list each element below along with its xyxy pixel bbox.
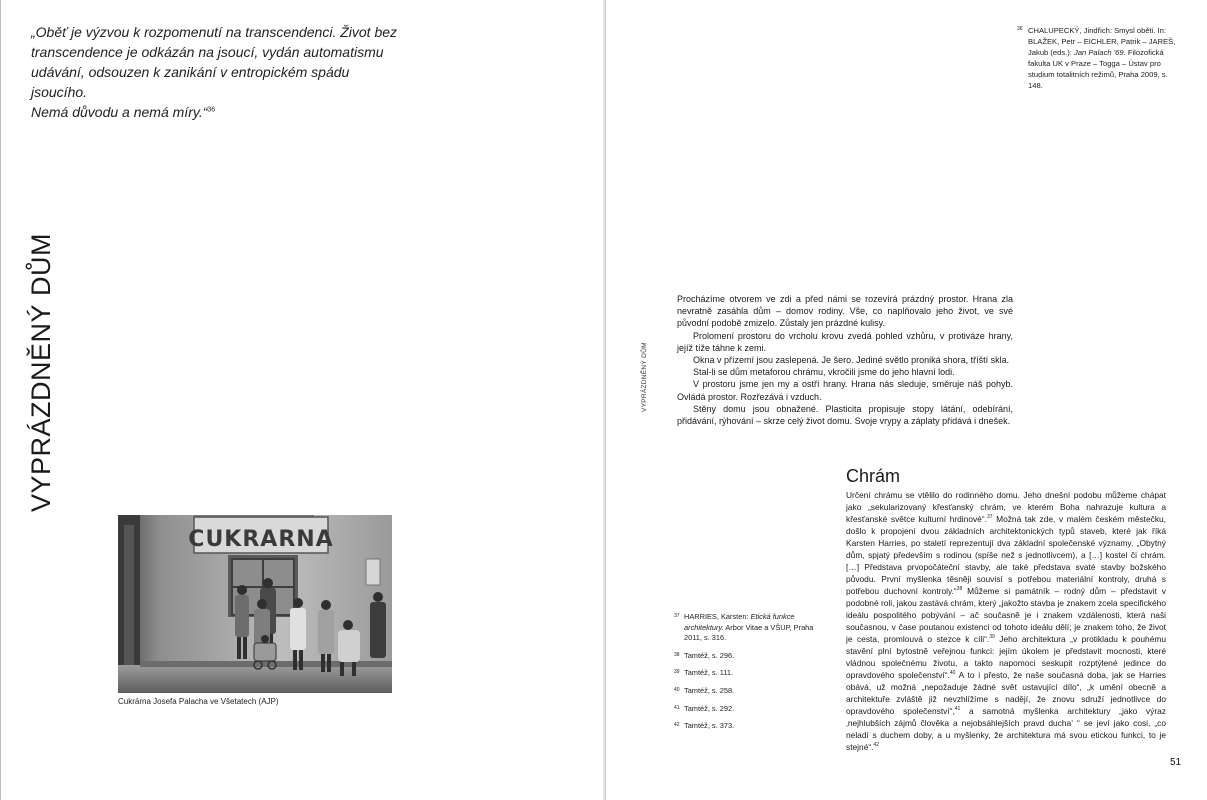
footnote-ref: 39 [989, 634, 995, 641]
intro-paragraph: Prolomení prostoru do vrcholu krovu zvedá pohled vzhůru, v protiváze hrany, jejíž tíže táhne k zemi. [677, 330, 1013, 353]
footnote-number: 42 [674, 722, 680, 729]
body-text: Možná tak zde, v malém českém městečku, došlo k propojení dvou základních architektonických typů staveb, které jak říká Karsten Harries, po staletí reprezentují dva základní společenské významy. „Obytný dům, spjatý především s rodinou (spíše než s jednotlivcem), a […] kostel či chrám. […] Představa prvopočáteční stavby, ale také představa svaté stavby božského původu. První myšlenka těsněji souvisí s potřebou materiální kontroly, druhá s potřebou duchovní kontroly.“ [846, 514, 1167, 596]
page-number: 51 [1170, 757, 1182, 768]
footnote-item [674, 704, 824, 715]
shop-sign-text: CUKRARNA [188, 527, 334, 552]
photo-illustration [118, 515, 392, 693]
footnote-italic-title: Jan Palach '69. [1074, 48, 1126, 57]
quote-line: transcendence je odkázán na jsoucí, vydán automatismu [31, 44, 384, 60]
photo-caption: Cukrárna Josefa Palacha ve Všetatech (AJP) [118, 697, 279, 706]
footnote-text: Tamtéž, s. 292. [684, 703, 735, 713]
footnote-italic-title: Etická funkce architektury. [684, 612, 795, 632]
footnote-text: HARRIES, Karsten: [684, 612, 751, 621]
footnote-text: CHALUPECKÝ, Jindřich: Smysl oběti. In: BLAŽEK, Petr – EICHLER, Patrik – JAREŠ, Jakub (eds.): [1028, 26, 1176, 57]
footnote-ref: 41 [954, 706, 961, 713]
quote-line: udávání, odsouzen k zanikání v entropickém spádu jsoucího. [31, 64, 350, 100]
epigraph-quote [31, 22, 401, 122]
footnote-number: 40 [674, 686, 680, 693]
footnote-ref: 40 [949, 670, 956, 677]
running-head-vertical: VYPRÁZDNĚNÝ DŮM [641, 342, 648, 412]
body-text: Jeho architektura „v protikladu k pouhému stavění plní bytostně veřejnou funkci: jejím úkolem je představit mocnosti, které vládnou společnému životu, a takto napomoci seskupit rozptýlené jedince do opravdového společenství“. [846, 634, 1167, 680]
intro-paragraph: Procházíme otvorem ve zdi a před námi se rozevírá prázdný prostor. Hrana zla nevratně zasáhla dům – domov rodiny. Vše, co naplňovalo jeho život, ve své původní podobě zmizelo. Zůstaly jen prázdné kulisy. [677, 294, 1013, 329]
body-text: a samotná myšlenka architektury „jako výraz ‚nejhlubších zájmů člověka a nejobsáhlejších pravd ducha‘ “ se jeví jako cosi, „co neladí s duchem doby, a u myšlenky, že architektura má svou etickou funkci, to je stejné“. [846, 706, 1166, 752]
footnote-text-end: Filozofická fakulta UK v Praze – Togga – Ústav pro studium totalitních režimů, Praha 2009, s. 148. [1028, 48, 1168, 90]
footnote-text: Tamtéž, s. 296. [684, 650, 735, 660]
quote-line: „Oběť je výzvou k rozpomenutí na transcendenci. Život bez [31, 24, 398, 40]
footnote-item [674, 686, 824, 697]
intro-paragraph: Okna v přízemí jsou zaslepená. Je šero. Jediné světlo proniká shora, tříští skla. [693, 355, 1010, 366]
footnote-ref: 37 [986, 514, 993, 521]
footnote-item [674, 651, 824, 662]
footnote-text: Tamtéž, s. 373. [684, 721, 735, 731]
footnote-item [674, 721, 824, 732]
footnote-ref: 38 [956, 586, 963, 593]
footnote-number: 39 [674, 669, 680, 676]
footnote-number: 36 [1017, 26, 1023, 32]
footnote-text: Tamtéž, s. 111. [684, 668, 734, 678]
quote-footnote-ref: 36 [207, 106, 216, 114]
footnote-text-end: Arbor Vitae a VŠUP, Praha 2011, s. 316. [684, 622, 814, 643]
quote-line [31, 102, 401, 122]
body-text: Můžeme si památník – rodný dům – představit v podobné roli, jakou zastává chrám, který „jakožto stavba je znakem zcela specifického ideálu pospolitého pobývání – ač současně je i znakem vzdálenosti, která naši současnou, v čase poutanou existenci od tohoto ideálu dělí; je znakem toho, že život je cesta, promlouvá o stezce k cíli“. [846, 586, 1166, 644]
intro-paragraph: Stal-li se dům metaforou chrámu, vkročili jsme do jeho hlavní lodi. [693, 367, 955, 378]
intro-text [677, 293, 1013, 427]
body-text: Určení chrámu se vtělilo do rodinného domu. Jeho dnešní podobu můžeme chápat jako „sekularizovaný křesťanský chrám, ve kterém Boha nahrazuje kultura a křesťanské světce kulturní hrdinové“. [846, 490, 1166, 524]
chapter-title-vertical: VYPRÁZDNĚNÝ DŮM [26, 232, 56, 512]
main-body-text [846, 489, 1166, 753]
cukrarna-photo [118, 515, 392, 693]
footnote-number: 38 [674, 651, 680, 658]
footnote-number: 41 [674, 704, 680, 711]
footnotes-list [674, 612, 824, 739]
intro-paragraph: Stěny domu jsou obnažené. Plasticita propisuje stopy látání, odebírání, přidávání, rýhování – skrze celý život domu. Svoje vrypy a záplaty přidává i dnešek. [677, 403, 1013, 427]
body-text: A to i přesto, že naše současná doba, jak se Harries obává, už možná „nepožaduje žádné svět ustavující dílo“, „k umění obecně a architektuře zvláště již nevzhlížíme s nadějí, že znovu sdruží jednotlivce do opravdového společenství“, [846, 670, 1166, 716]
intro-paragraph: V prostoru jsme jen my a ostří hrany. Hrana nás sleduje, směruje náš pohyb. Ovládá prostor. Rozřezává i vzduch. [677, 379, 1013, 402]
footnote-item [674, 668, 824, 679]
footnote-36 [1017, 25, 1178, 91]
footnote-text: Tamtéž, s. 258. [684, 685, 735, 695]
section-title-chram: Chrám [846, 466, 901, 486]
footnote-number: 37 [674, 613, 680, 619]
quote-line-text: Nemá důvodu a nemá míry.“ [31, 104, 208, 120]
footnote-item [674, 612, 824, 644]
footnote-ref: 42 [873, 742, 880, 749]
